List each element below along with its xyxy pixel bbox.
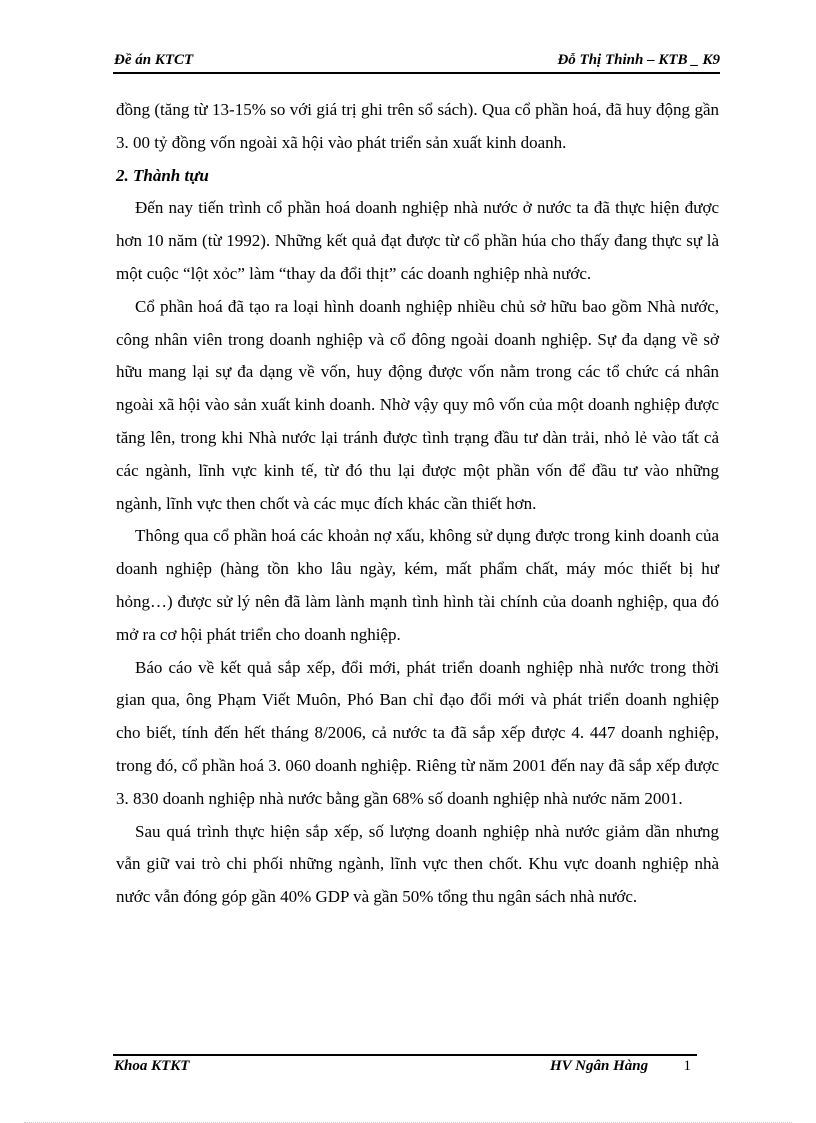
header-document-title: Đề án KTCT <box>114 52 194 68</box>
page-number: 1 <box>683 1058 691 1074</box>
paragraph: Thông qua cổ phần hoá các khoản nợ xấu, không sử dụng được trong kinh doanh của doanh nghiệp (hàng tồn kho lâu ngày, kém, mất phẩm chất, máy móc thiết bị hư hỏng…) được sử lý nên đã làm lành mạnh tình hình tài chính của doanh nghiệp, qua đó mở ra cơ hội phát triển cho doanh nghiệp. <box>116 526 719 644</box>
paragraph: Báo cáo về kết quả sắp xếp, đổi mới, phát triển doanh nghiệp nhà nước trong thời gian qua, ông Phạm Viết Muôn, Phó Ban chỉ đạo đổi mới và phát triển doanh nghiệp cho biết, tính đến hết tháng 8/2006, cả nước ta đã sắp xếp được 4. 447 doanh nghiệp, trong đó, cổ phần hoá 3. 060 doanh nghiệp. Riêng từ năm 2001 đến nay đã sắp xếp được 3. 830 doanh nghiệp nhà nước bằng gần 68% số doanh nghiệp nhà nước năm 2001. <box>116 657 719 808</box>
page-header <box>113 50 720 74</box>
section-heading: 2. Thành tựu <box>116 165 209 185</box>
paragraph-continued: đồng (tăng từ 13-15% so với giá trị ghi trên sổ sách). Qua cổ phần hoá, đã huy động gần 3. 00 tỷ đồng vốn ngoài xã hội vào phát triển sản xuất kinh doanh. <box>116 100 719 152</box>
paragraph: Cổ phần hoá đã tạo ra loại hình doanh nghiệp nhiều chủ sở hữu bao gồm Nhà nước, công nhân viên trong doanh nghiệp và cổ đông ngoài doanh nghiệp. Sự đa dạng về sở hữu mang lại sự đa dạng về vốn, huy động được vốn nằm trong các tổ chức cá nhân ngoài xã hội vào sản xuất kinh doanh. Nhờ vậy quy mô vốn của một doanh nghiệp được tăng lên, trong khi Nhà nước lại tránh được tình trạng đầu tư dàn trải, nhỏ lẻ vào tất cả các ngành, lĩnh vực kinh tế, từ đó thu lại được một phần vốn để đầu tư vào những ngành, lĩnh vực then chốt và các mục đích khác cần thiết hơn. <box>116 296 719 513</box>
header-author: Đỗ Thị Thinh – KTB _ K9 <box>557 52 720 68</box>
page-footer <box>113 1058 697 1078</box>
footer-institution: HV Ngân Hàng <box>550 1058 649 1074</box>
footer-divider <box>113 1054 697 1056</box>
paragraph: Đến nay tiến trình cổ phần hoá doanh nghiệp nhà nước ở nước ta đã thực hiện được hơn 10 năm (từ 1992). Những kết quả đạt được từ cổ phần húa cho thấy đang thực sự là một cuộc “lột xỏc” làm “thay da đổi thịt” các doanh nghiệp nhà nước. <box>116 198 719 283</box>
footer-faculty: Khoa KTKT <box>114 1058 190 1074</box>
page-body <box>116 94 719 914</box>
paragraph: Sau quá trình thực hiện sắp xếp, số lượng doanh nghiệp nhà nước giảm dần nhưng vẫn giữ vai trò chi phối những ngành, lĩnh vực then chốt. Khu vực doanh nghiệp nhà nước vẫn đóng góp gần 40% GDP và gần 50% tổng thu ngân sách nhà nước. <box>116 821 719 907</box>
